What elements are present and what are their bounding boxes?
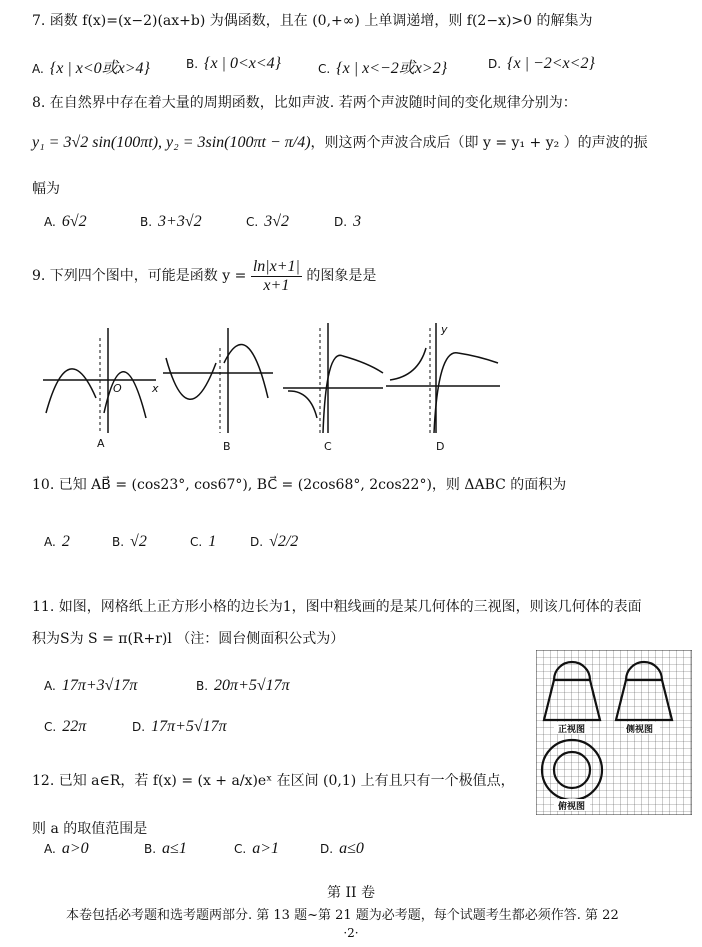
q8-tail2: 幅为 [32,181,60,197]
graph-label-d: D [436,440,445,453]
q11-option-a: A. 17π+3√17π [44,677,138,694]
graph-a-origin: O [113,382,122,395]
q9-stem: 9. 下列四个图中，可能是函数 y = $\frac{\ln|x+1|}{x+1}$ 的图象是是 [32,258,377,294]
q10-option-d: D. √2/2 [250,533,299,550]
q8-option-a: A. 6√2 [44,213,87,230]
top-view-label: 俯视图 [558,802,586,812]
q9-graphs [38,318,508,458]
graph-label-b: B [223,440,231,453]
page-number: ·2· [343,926,359,940]
q10-option-b: B. √2 [112,533,147,550]
q7-option-d: D. {x | −2<x<2} [488,55,595,72]
q11-option-d: D. 17π+5√17π [132,718,227,735]
q7-stem: 7. 函数 f(x)=(x−2)(ax+b) 为偶函数，且在 (0,+∞) 上单调递增，则 f(2−x)>0 的解集为 [32,13,593,29]
q8-tail: ，则这两个声波合成后（即 y = y₁ + y₂ ）的声波的振 [310,135,648,151]
q11-option-c: C. 22π [44,718,87,735]
q10-option-c: C. 1 [190,533,217,550]
section-title: 第 II 卷 [327,885,375,901]
graph-a [43,328,156,433]
graph-c [283,323,383,433]
section-note: 本卷包括必考题和选考题两部分. 第 13 题~第 21 题为必考题，每个试题考生都必须作答. 第 22 [66,908,619,923]
q8-option-b: B. 3+3√2 [140,213,202,230]
graph-b [163,328,273,433]
q8-formula: y₁ = 3√2 sin(100πt), y₂ = 3sin(100πt − π/4) [32,134,311,151]
graph-label-a: A [97,437,105,450]
q7-option-b: B. {x | 0<x<4} [186,55,282,72]
q9-fraction: $\frac{\ln|x+1|}{x+1}$ [252,258,300,294]
q7-option-a: A. {x | x<0或x>4} [32,60,150,77]
q7-option-c: C. {x | x<−2或x>2} [318,60,448,77]
side-view-label: 侧视图 [626,725,654,735]
q10-stem: 10. 已知 AB⃗ = (cos23°, cos67°), BC⃗ = (2cos68°, 2cos22°)，则 ΔABC 的面积为 [32,477,567,493]
graph-a-x-label: x [152,382,159,395]
q12-stem-2: 则 a 的取值范围是 [32,821,148,837]
q8-formula-line [32,132,648,152]
q11-stem-2: 积为S为 S = π(R+r)l （注：圆台侧面积公式为） [32,631,345,647]
q10-option-a: A. 2 [44,533,70,550]
q8-option-c: C. 3√2 [246,213,289,230]
graph-label-c: C [324,440,332,453]
q12-option-b: B. a≤1 [144,840,187,857]
q12-stem: 12. 已知 a∈R，若 f(x) = (x + a/x)eˣ 在区间 (0,1) 上有且只有一个极值点， [32,773,515,789]
front-view-label: 正视图 [558,725,586,735]
q8-stem: 8. 在自然界中存在着大量的周期函数，比如声波. 若两个声波随时间的变化规律分别为： [32,95,577,111]
q12-option-a: A. a>0 [44,840,89,857]
q11-option-b: B. 20π+5√17π [196,677,290,694]
q11-stem-1: 11. 如图，网格纸上正方形小格的边长为1，图中粗线画的是某几何体的三视图，则该几何体的表面 [32,599,642,615]
q12-option-c: C. a>1 [234,840,279,857]
graph-d-y-label: y [441,323,448,336]
graph-d [386,323,500,433]
q8-option-d: D. 3 [334,213,362,230]
q12-option-d: D. a≤0 [320,840,364,857]
